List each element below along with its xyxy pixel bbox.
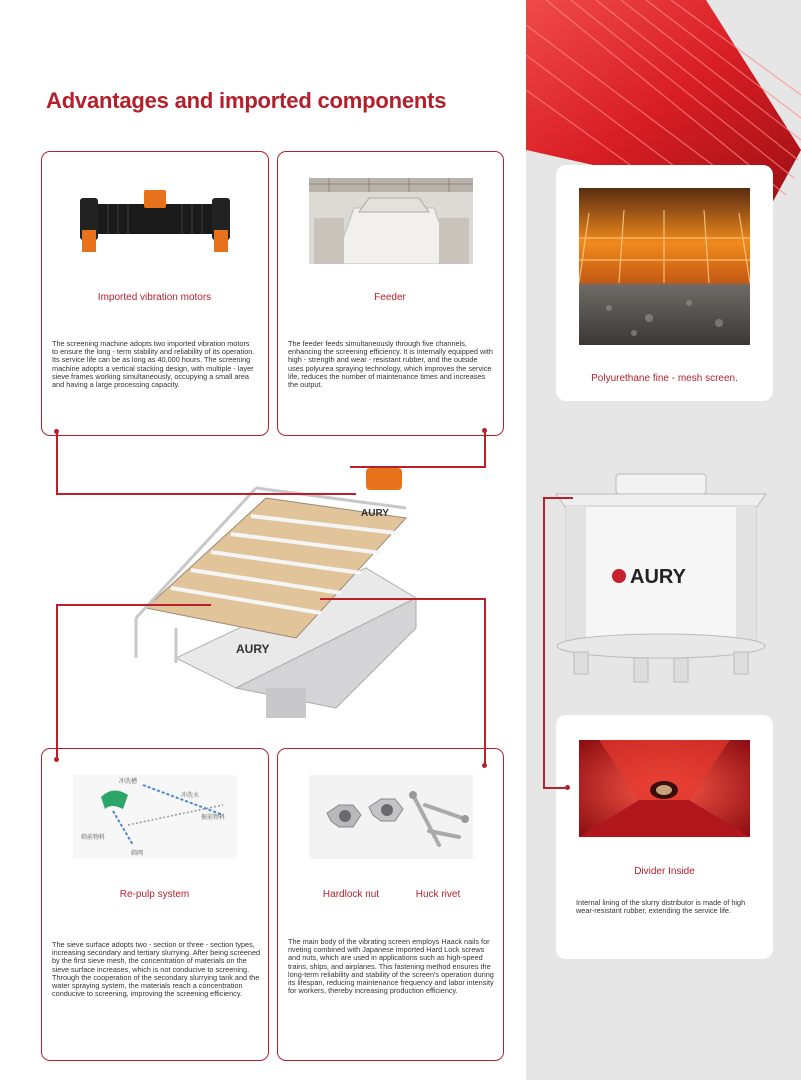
machine-brand-label-top: AURY [361,508,389,519]
card-polyurethane-screen [556,165,773,401]
feeder-photo [309,178,473,264]
motors-caption: Imported vibration motors [97,292,212,303]
hardlock-nut-caption: Hardlock nut [322,889,380,900]
motors-description: The screening machine adopts two imported vibration motors to ensure the long - term stability and reliability of its operation. Its service life can be as long as 40,000 hours. The screening machine adopts a vertical stacking design, with multiple - layer sieve frames working simultaneously, occupying a small area and having a large processing capacity. [52,339,255,390]
card-vibration-motors [41,151,269,436]
machine-brand-label: AURY [236,642,270,656]
card-feeder [277,151,504,436]
connector-dot-divider [565,785,570,790]
mesh-screen-photo [579,188,750,345]
connector-line [350,466,486,468]
connector-line [56,604,211,606]
divider-brand-label: AURY [630,566,686,588]
divider-description: Internal lining of the slurry distributor is made of high wear-resistant rubber, extending the service life. [576,898,746,916]
mesh-screen-caption: Polyurethane fine - mesh screen. [591,373,738,384]
vibrating-screen-machine-photo [116,458,456,728]
connector-dot-repulp [54,757,59,762]
card-fasteners [277,748,504,1061]
card-repulp-system [41,748,269,1061]
connector-line [56,431,58,494]
diagram-label-3: 振前物料 [201,814,226,821]
page-title: Advantages and imported components [46,88,447,113]
repulp-caption: Re-pulp system [119,889,190,900]
connector-line [484,598,486,764]
diagram-label-2: 冲洗水 [181,792,200,799]
huck-rivet-caption: Huck rivet [415,889,461,900]
connector-line [484,431,486,467]
fasteners-photo [309,775,473,859]
divider-caption: Divider Inside [634,866,695,877]
fasteners-description: The main body of the vibrating screen employs Haack nails for riveting combined with Japanese imported Hard Lock screws and nuts, which are used in applications such as high-speed trains, ships, and airplanes. This fastening method ensures the long-term reliability and stability of the screen's operation during its lifespan, reducing maintenance frequency and labor intensity for workers, thereby increasing production efficiency. [288,937,494,996]
feeder-description: The feeder feeds simultaneously through five channels, enhancing the screening efficiency. It is internally equipped with high - strength and wear - resistant rubber, and the outside uses polyurea spraying technology, which improves the service life, reduces the number of maintenance times and increases the output. [288,339,493,390]
slurry-divider-photo [552,472,770,690]
vibration-motor-photo [78,182,232,256]
feeder-caption: Feeder [374,292,406,303]
connector-line [320,598,486,600]
connector-line [56,493,356,495]
card-divider-inside [556,715,773,959]
diagram-label-4: 筛前物料 [81,834,106,841]
connector-dot-fasteners [482,763,487,768]
diagram-label-1: 冲洗槽 [119,778,138,785]
repulp-description: The sieve surface adopts two - section or three - section types, increasing secondary and tertiary slurrying. After being screened by the first sieve mesh, the concentration of materials on the sieve surface increases, which is not conducive to screening. Through the cooperation of the secondary slurrying tank and the water spraying system, the materials reach a concentration conducive to screening, improving the screening efficiency. [52,940,261,999]
connector-line [543,497,573,499]
repulp-diagram [73,775,237,859]
connector-line [56,604,58,759]
divider-inside-photo [579,740,750,837]
connector-line [543,497,545,788]
connector-line [543,787,567,789]
diagram-label-5: 筛网 [131,850,144,857]
